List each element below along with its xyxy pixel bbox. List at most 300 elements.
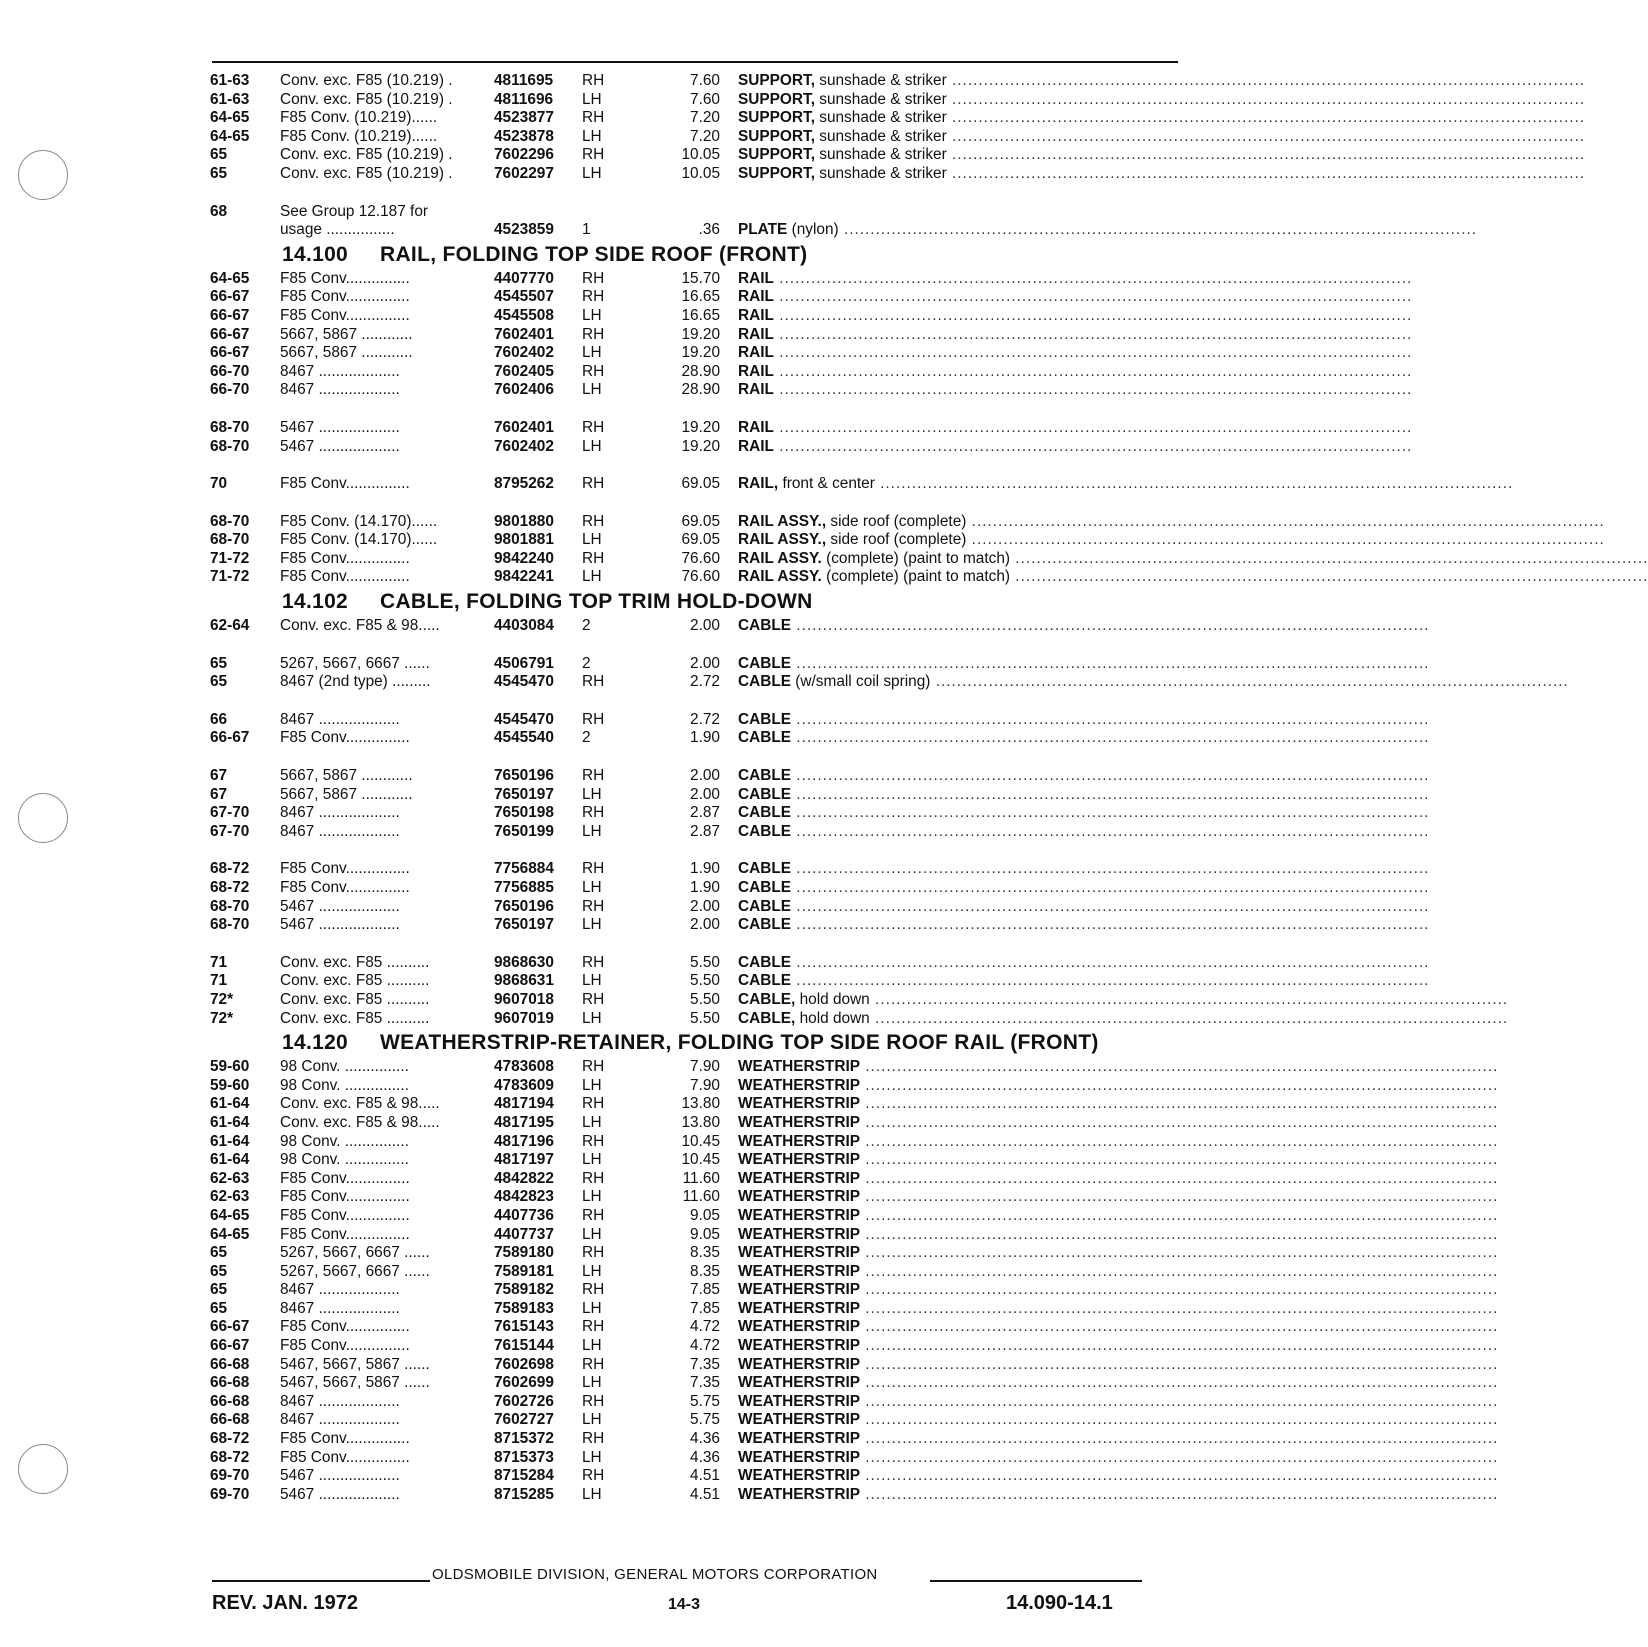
side-qty: LH: [582, 1009, 602, 1027]
usage: F85 Conv...............: [280, 269, 410, 287]
model-years: 66-68: [210, 1355, 250, 1373]
parts-row: [210, 1169, 1499, 1189]
row-gap: [210, 400, 1182, 419]
usage: 5667, 5867 ............: [280, 785, 413, 803]
part-number: 9842240: [494, 549, 554, 567]
parts-row: [210, 475, 1514, 494]
model-years: 66: [210, 710, 228, 728]
description-bold: CABLE: [738, 767, 792, 785]
description: [738, 860, 1430, 879]
model-years: 66-68: [210, 1392, 250, 1410]
description: [738, 1151, 1499, 1170]
description: [738, 1225, 1499, 1245]
leader-dots: ........................................................................................................................: [859, 1374, 1499, 1392]
part-number: 9607018: [494, 990, 554, 1008]
leader-dots: ........................................................................................................................: [859, 1225, 1499, 1243]
description-bold: WEATHERSTRIP: [738, 1151, 860, 1169]
list-price: .36: [698, 221, 720, 239]
parts-row: [210, 1355, 1499, 1375]
side-qty: LH: [582, 568, 602, 586]
description: [738, 418, 1413, 438]
leader-dots: ........................................................................................................................: [791, 879, 1430, 896]
model-years: 68-72: [210, 860, 250, 878]
side-qty: LH: [582, 1448, 602, 1466]
parts-row: [210, 822, 1430, 842]
parts-row: [210, 785, 1430, 805]
leader-dots: ........................................................................................................................: [791, 822, 1430, 840]
parts-row: [210, 306, 1413, 326]
leader-dots: ........................................................................................................................: [791, 785, 1430, 803]
part-number: 7650198: [494, 804, 554, 822]
parts-row: [210, 90, 1586, 110]
list-price: 7.35: [690, 1374, 720, 1392]
usage: 5667, 5867 ............: [280, 325, 413, 343]
description-bold: CABLE,: [738, 990, 796, 1008]
parts-row: [210, 1318, 1499, 1337]
description-text: (complete) (paint to match): [821, 568, 1011, 586]
list-price: 10.45: [681, 1151, 720, 1169]
model-years: 64-65: [210, 109, 250, 127]
description: [738, 1169, 1499, 1189]
description: [738, 90, 1586, 110]
usage: F85 Conv...............: [280, 288, 410, 306]
description: [738, 729, 1430, 748]
model-years: 68-70: [210, 437, 250, 455]
model-years: 61-64: [210, 1095, 250, 1113]
usage: 8467 ...................: [280, 710, 400, 728]
model-years: 69-70: [210, 1467, 250, 1485]
side-qty: LH: [582, 1299, 602, 1317]
usage: F85 Conv...............: [280, 306, 410, 324]
description: [738, 475, 1514, 494]
description-text: sunshade & striker: [814, 146, 947, 164]
list-price: 7.20: [690, 127, 720, 145]
list-price: 2.00: [690, 617, 720, 635]
leader-dots: ........................................................................................................................: [946, 164, 1586, 182]
parts-row: [210, 568, 1648, 587]
usage: Conv. exc. F85 (10.219) .: [280, 90, 453, 108]
list-price: 2.87: [690, 804, 720, 822]
parts-row: [210, 1448, 1499, 1468]
model-years: 66-67: [210, 344, 250, 362]
usage: 5467 ...................: [280, 418, 400, 436]
description: [738, 269, 1413, 289]
description-bold: WEATHERSTRIP: [738, 1206, 860, 1224]
description-bold: RAIL ASSY.: [738, 568, 822, 586]
part-number: 4407770: [494, 269, 554, 287]
usage: F85 Conv...............: [280, 1169, 410, 1187]
description-bold: WEATHERSTRIP: [738, 1188, 860, 1206]
part-number: 7589182: [494, 1281, 554, 1299]
description-bold: RAIL,: [738, 475, 779, 493]
description-bold: WEATHERSTRIP: [738, 1262, 860, 1280]
description-bold: CABLE: [738, 804, 792, 822]
parts-row: [210, 109, 1586, 128]
usage: F85 Conv...............: [280, 860, 410, 878]
leader-dots: ........................................................................................................................: [869, 990, 1509, 1008]
row-gap: [210, 841, 1182, 860]
description-bold: WEATHERSTRIP: [738, 1169, 860, 1187]
description: [738, 1430, 1499, 1449]
part-number: 8715285: [494, 1485, 554, 1503]
side-qty: LH: [582, 1337, 602, 1355]
footer-division: OLDSMOBILE DIVISION, GENERAL MOTORS CORPORATION: [432, 1566, 878, 1583]
side-qty: RH: [582, 1467, 605, 1485]
part-number: 4403084: [494, 617, 554, 635]
list-price: 7.90: [690, 1058, 720, 1076]
list-price: 16.65: [681, 306, 720, 324]
list-price: 8.35: [690, 1262, 720, 1280]
description-text: sunshade & striker: [814, 72, 947, 89]
part-number: 7650196: [494, 897, 554, 915]
description-bold: SUPPORT,: [738, 90, 815, 108]
part-number: 7650196: [494, 767, 554, 785]
list-price: 5.50: [690, 990, 720, 1008]
leader-dots: ........................................................................................................................: [859, 1095, 1499, 1113]
description-bold: WEATHERSTRIP: [738, 1485, 860, 1503]
model-years: 71: [210, 953, 228, 971]
side-qty: RH: [582, 1169, 605, 1187]
side-qty: RH: [582, 673, 605, 691]
parts-row: [210, 512, 1605, 532]
leader-dots: ........................................................................................................................: [859, 1206, 1499, 1224]
side-qty: RH: [582, 1355, 605, 1373]
leader-dots: ........................................................................................................................: [791, 860, 1430, 878]
leader-dots: ........................................................................................................................: [791, 617, 1430, 635]
leader-dots: ........................................................................................................................: [859, 1076, 1499, 1094]
list-price: 5.50: [690, 972, 720, 990]
description-bold: WEATHERSTRIP: [738, 1374, 860, 1392]
description-text: sunshade & striker: [814, 127, 947, 145]
leader-dots: ........................................................................................................................: [859, 1281, 1499, 1299]
parts-row: [210, 1485, 1499, 1505]
part-number: 9842241: [494, 568, 554, 586]
leader-dots: ........................................................................................................................: [773, 306, 1413, 324]
list-price: 2.87: [690, 822, 720, 840]
leader-dots: ........................................................................................................................: [791, 804, 1430, 822]
description: [738, 673, 1569, 692]
description: [738, 804, 1430, 823]
list-price: 1.90: [690, 860, 720, 878]
parts-row: [210, 1392, 1499, 1412]
part-number: 4817194: [494, 1095, 554, 1113]
part-number: 4506791: [494, 654, 554, 672]
description: [738, 325, 1413, 345]
description-bold: SUPPORT,: [738, 109, 815, 127]
side-qty: LH: [582, 1411, 602, 1429]
model-years: 65: [210, 1281, 228, 1299]
part-number: 7602402: [494, 344, 554, 362]
description-bold: SUPPORT,: [738, 72, 815, 89]
model-years: 66-67: [210, 1318, 250, 1336]
list-price: 5.75: [690, 1411, 720, 1429]
list-price: 2.72: [690, 710, 720, 728]
part-number: 4811695: [494, 72, 554, 89]
description: [738, 1485, 1499, 1505]
part-number: 4545507: [494, 288, 554, 306]
usage: 5467, 5667, 5867 ......: [280, 1374, 430, 1392]
description-text: side roof (complete): [826, 531, 967, 549]
list-price: 7.85: [690, 1299, 720, 1317]
leader-dots: ........................................................................................................................: [859, 1467, 1499, 1485]
parts-row: [210, 1206, 1499, 1226]
parts-row: [210, 897, 1430, 917]
side-qty: LH: [582, 1188, 602, 1206]
usage: Conv. exc. F85 & 98.....: [280, 617, 440, 635]
parts-row: [210, 531, 1605, 550]
side-qty: 2: [582, 729, 591, 747]
parts-row: [210, 729, 1430, 748]
usage: Conv. exc. F85 ..........: [280, 953, 430, 971]
list-price: 28.90: [681, 362, 720, 380]
description-bold: WEATHERSTRIP: [738, 1132, 860, 1150]
side-qty: LH: [582, 1485, 602, 1503]
part-number: 4817196: [494, 1132, 554, 1150]
description: [738, 1132, 1499, 1152]
leader-dots: ........................................................................................................................: [859, 1244, 1499, 1262]
leader-dots: ........................................................................................................................: [838, 221, 1478, 239]
description-bold: CABLE: [738, 617, 792, 635]
leader-dots: ........................................................................................................................: [859, 1448, 1499, 1466]
description-bold: RAIL ASSY.: [738, 549, 822, 567]
footer-rule-right: [930, 1580, 1142, 1582]
parts-row: [210, 767, 1430, 786]
leader-dots: ........................................................................................................................: [773, 288, 1413, 306]
description: [738, 617, 1430, 636]
side-qty: RH: [582, 1281, 605, 1299]
side-qty: LH: [582, 1113, 602, 1131]
usage: 5467 ...................: [280, 437, 400, 455]
description-text: sunshade & striker: [814, 164, 947, 182]
parts-row: [210, 146, 1586, 165]
list-price: 11.60: [682, 1188, 720, 1206]
model-years: 69-70: [210, 1485, 250, 1503]
side-qty: RH: [582, 288, 605, 306]
part-number: 9868630: [494, 953, 554, 971]
list-price: 76.60: [681, 568, 720, 586]
side-qty: LH: [582, 916, 602, 934]
side-qty: RH: [582, 1318, 605, 1336]
description-bold: SUPPORT,: [738, 146, 815, 164]
parts-row: [210, 1095, 1499, 1114]
leader-dots: ........................................................................................................................: [1010, 568, 1648, 586]
parts-row: [210, 1374, 1499, 1393]
description-bold: WEATHERSTRIP: [738, 1076, 860, 1094]
part-number: 7602401: [494, 418, 554, 436]
side-qty: LH: [582, 822, 602, 840]
list-price: 4.51: [690, 1467, 720, 1485]
list-price: 19.20: [681, 437, 720, 455]
model-years: 65: [210, 146, 228, 164]
part-number: 7615143: [494, 1318, 554, 1336]
parts-row: [210, 860, 1430, 879]
side-qty: RH: [582, 897, 605, 915]
side-qty: RH: [582, 804, 605, 822]
usage: Conv. exc. F85 (10.219) .: [280, 72, 453, 89]
list-price: 7.60: [690, 90, 720, 108]
side-qty: RH: [582, 325, 605, 343]
description: [738, 1206, 1499, 1226]
description-bold: RAIL: [738, 288, 774, 306]
description-bold: RAIL: [738, 306, 774, 324]
description: [738, 512, 1605, 532]
usage: Conv. exc. F85 ..........: [280, 972, 430, 990]
parts-row: [210, 1225, 1499, 1245]
list-price: 69.05: [681, 475, 720, 493]
description-bold: SUPPORT,: [738, 164, 815, 182]
parts-row: [210, 1411, 1499, 1430]
model-years: 70: [210, 475, 228, 493]
side-qty: LH: [582, 1374, 602, 1392]
group-range: 14.090-14.1: [1006, 1592, 1113, 1614]
part-number: 9868631: [494, 972, 554, 990]
model-years: 68-70: [210, 916, 250, 934]
list-price: 8.35: [690, 1244, 720, 1262]
description: [738, 710, 1430, 730]
leader-dots: ........................................................................................................................: [859, 1262, 1499, 1280]
description-bold: RAIL: [738, 381, 774, 399]
usage: F85 Conv. (10.219)......: [280, 127, 438, 145]
model-years: 64-65: [210, 1225, 250, 1243]
description-bold: CABLE: [738, 879, 792, 896]
part-number: 7589181: [494, 1262, 554, 1280]
description: [738, 990, 1509, 1010]
leader-dots: ........................................................................................................................: [791, 654, 1430, 672]
parts-row: [210, 203, 1182, 222]
list-price: 2.00: [690, 785, 720, 803]
leader-dots: ........................................................................................................................: [859, 1318, 1499, 1336]
section-heading: [210, 587, 1182, 617]
usage: F85 Conv...............: [280, 729, 410, 747]
model-years: 68-72: [210, 879, 250, 896]
model-years: 66-67: [210, 288, 250, 306]
description: [738, 879, 1430, 898]
description: [738, 1281, 1499, 1300]
usage: F85 Conv...............: [280, 568, 410, 586]
model-years: 65: [210, 1299, 228, 1317]
leader-dots: ........................................................................................................................: [946, 90, 1586, 108]
parts-row: [210, 221, 1478, 240]
description: [738, 1448, 1499, 1468]
usage: 5467 ...................: [280, 897, 400, 915]
model-years: 62-64: [210, 617, 250, 635]
side-qty: LH: [582, 381, 602, 399]
description: [738, 1095, 1499, 1114]
description-bold: WEATHERSTRIP: [738, 1113, 860, 1131]
usage: 5267, 5667, 6667 ......: [280, 1262, 430, 1280]
parts-row: [210, 1299, 1499, 1319]
part-number: 7650199: [494, 822, 554, 840]
part-number: 7756885: [494, 879, 554, 896]
parts-row: [210, 418, 1413, 438]
list-price: 7.85: [690, 1281, 720, 1299]
leader-dots: ........................................................................................................................: [773, 381, 1413, 399]
description: [738, 1299, 1499, 1319]
description: [738, 897, 1430, 917]
description: [738, 1374, 1499, 1393]
leader-dots: ........................................................................................................................: [1010, 549, 1648, 567]
list-price: 76.60: [681, 549, 720, 567]
side-qty: RH: [582, 475, 605, 493]
list-price: 2.00: [690, 897, 720, 915]
description-bold: CABLE: [738, 673, 792, 691]
side-qty: LH: [582, 344, 602, 362]
description-bold: WEATHERSTRIP: [738, 1281, 860, 1299]
model-years: 66-68: [210, 1411, 250, 1429]
usage: 98 Conv. ...............: [280, 1132, 409, 1150]
description: [738, 1318, 1499, 1337]
list-price: 16.65: [681, 288, 720, 306]
side-qty: LH: [582, 1076, 602, 1094]
list-price: 7.90: [690, 1076, 720, 1094]
usage: 5467 ...................: [280, 1485, 400, 1503]
side-qty: LH: [582, 90, 602, 108]
model-years: 65: [210, 654, 228, 672]
parts-row: [210, 164, 1586, 184]
list-price: 4.36: [690, 1430, 720, 1448]
parts-row: [210, 1467, 1499, 1486]
side-qty: RH: [582, 109, 605, 127]
side-qty: 1: [582, 221, 591, 239]
part-number: 9801881: [494, 531, 554, 549]
description-bold: CABLE: [738, 654, 792, 672]
binder-hole-bottom: [18, 1444, 68, 1494]
list-price: 7.35: [690, 1355, 720, 1373]
section-title: CABLE, FOLDING TOP TRIM HOLD-DOWN: [380, 590, 813, 614]
list-price: 4.72: [690, 1337, 720, 1355]
part-number: 4523877: [494, 109, 554, 127]
usage: F85 Conv. (10.219)......: [280, 109, 438, 127]
part-number: 7602406: [494, 381, 554, 399]
description-bold: CABLE: [738, 953, 792, 971]
description-bold: WEATHERSTRIP: [738, 1430, 860, 1448]
parts-row: [210, 1009, 1509, 1029]
description: [738, 549, 1648, 569]
side-qty: LH: [582, 531, 602, 549]
model-years: 62-63: [210, 1169, 250, 1187]
model-years: 66-67: [210, 729, 250, 747]
description-bold: RAIL: [738, 325, 774, 343]
side-qty: LH: [582, 306, 602, 324]
part-number: 7602698: [494, 1355, 554, 1373]
usage: usage ................: [280, 221, 395, 239]
description: [738, 164, 1586, 184]
side-qty: LH: [582, 437, 602, 455]
usage: Conv. exc. F85 (10.219) .: [280, 164, 453, 182]
leader-dots: ........................................................................................................................: [859, 1151, 1499, 1169]
list-price: 11.60: [682, 1169, 720, 1187]
page-number: 14-3: [668, 1596, 701, 1613]
parts-row: [210, 72, 1586, 91]
side-qty: RH: [582, 710, 605, 728]
usage: F85 Conv...............: [280, 1318, 410, 1336]
part-number: 8715284: [494, 1467, 554, 1485]
usage: F85 Conv...............: [280, 879, 410, 896]
part-number: 4811696: [494, 90, 554, 108]
side-qty: RH: [582, 512, 605, 530]
description-bold: RAIL ASSY.,: [738, 512, 827, 530]
parts-row: [210, 804, 1430, 823]
part-number: 7589180: [494, 1244, 554, 1262]
description-bold: WEATHERSTRIP: [738, 1318, 860, 1336]
model-years: 66-70: [210, 362, 250, 380]
usage: F85 Conv...............: [280, 1448, 410, 1466]
parts-row: [210, 362, 1413, 382]
usage: 8467 ...................: [280, 1392, 400, 1410]
leader-dots: ........................................................................................................................: [859, 1132, 1499, 1150]
parts-row: [210, 381, 1413, 400]
side-qty: LH: [582, 1225, 602, 1243]
